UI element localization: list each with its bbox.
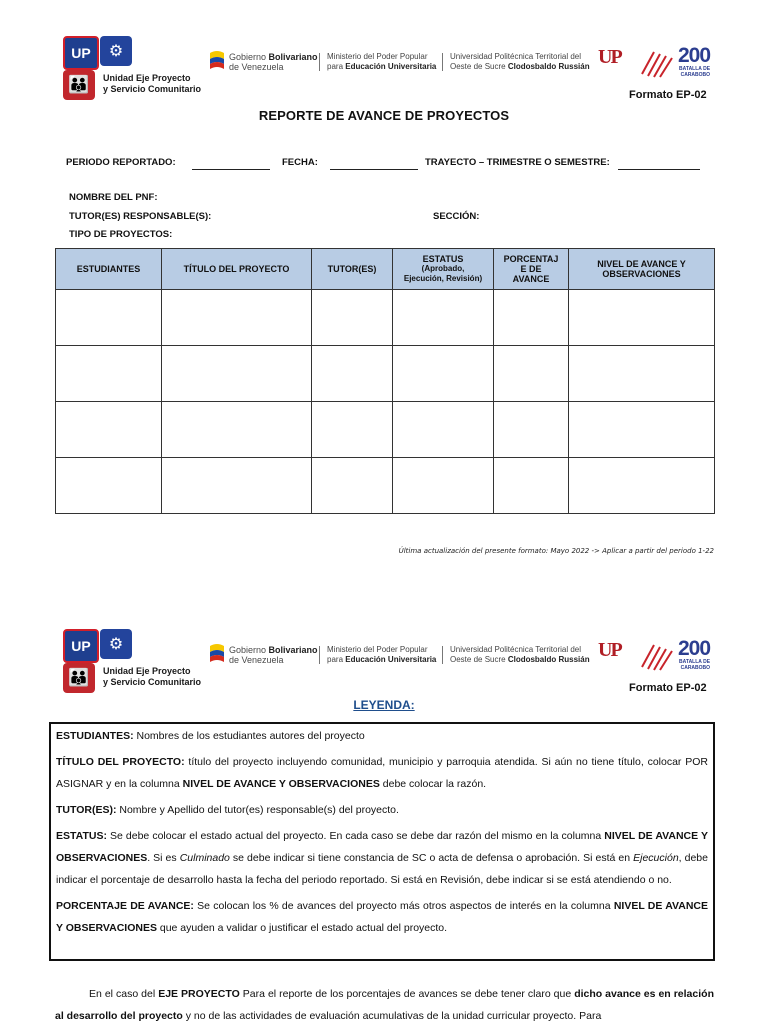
seccion-label: SECCIÓN: [433,211,480,222]
venezuela-flag-icon [208,642,226,664]
table-row [56,290,715,346]
fecha-input[interactable] [330,169,418,170]
tutores-label: TUTOR(ES) RESPONSABLE(S): [69,211,212,222]
periodo-input[interactable] [192,169,270,170]
venezuela-flag-icon [208,49,226,71]
table-cell[interactable] [569,346,715,402]
legend-titulo: TÍTULO DEL PROYECTO: título del proyecto incluyendo comunidad, municipio y parroquia atendida. Si aún no tiene título, colocar POR ASIGNAR y en la columna NIVEL DE AVANCE Y OBSERVACIONES debe colocar la razón. [56,756,708,790]
table-cell[interactable] [162,402,312,458]
uptos-logo: UP [598,639,621,661]
people-icon: 👪 [63,663,95,693]
bicentenario-logo: 200 BATALLA DE CARABOBO [678,637,711,671]
table-row [56,458,715,514]
gobierno-text: Gobierno Bolivariano de Venezuela [229,645,318,665]
table-row [56,402,715,458]
people-icon: 👪 [63,70,95,100]
table-cell[interactable] [162,290,312,346]
table-cell[interactable] [162,346,312,402]
table-header-row [56,249,715,290]
col-nivel: NIVEL DE AVANCE Y OBSERVACIONES [569,249,715,290]
gobierno-text: Gobierno Bolivariano de Venezuela [229,52,318,72]
head-gears-icon: ⚙ [100,36,132,66]
head-gears-icon: ⚙ [100,629,132,659]
trayecto-label: TRAYECTO – TRIMESTRE O SEMESTRE: [425,157,610,168]
col-porcentaje: PORCENTAJ E DE AVANCE [494,249,569,290]
table-cell[interactable] [56,290,162,346]
separator [442,646,443,664]
legend-tutor: TUTOR(ES): Nombre y Apellido del tutor(es) responsable(s) del proyecto. [56,804,399,816]
legend-porcentaje: PORCENTAJE DE AVANCE: Se colocan los % de avances del proyecto más otros aspectos de interés en la columna NIVEL DE AVANCE Y OBSERVACIONES que ayuden a validar o justificar el estado actual del proyecto. [56,900,708,934]
bicentenario-stripes-icon [640,639,678,671]
eje-proyecto-paragraph: En el caso del EJE PROYECTO Para el reporte de los porcentajes de avances se debe tener claro que dicho avance es en relación al desarrollo del proyecto y no de las actividades de evaluación acumulativas de la unidad curricular proyecto. Para [55,988,714,1022]
separator [319,646,320,664]
up-logo: UP [63,629,99,663]
legend-box [49,722,715,961]
up-logo: UP [63,36,99,70]
table-cell[interactable] [56,346,162,402]
fecha-label: FECHA: [282,157,318,168]
table-row [56,346,715,402]
table-cell[interactable] [312,458,393,514]
separator [319,53,320,71]
table-cell[interactable] [56,458,162,514]
pnf-label: NOMBRE DEL PNF: [69,192,158,203]
bicentenario-logo: 200 BATALLA DE CARABOBO [678,44,711,78]
table-cell[interactable] [494,402,569,458]
col-tutores: TUTOR(ES) [312,249,393,290]
legend-estudiantes: ESTUDIANTES: Nombres de los estudiantes autores del proyecto [56,730,365,742]
universidad-text: Universidad Politécnica Territorial del Oeste de Sucre Clodosbaldo Russián [450,645,590,664]
table-cell[interactable] [393,346,494,402]
table-cell[interactable] [162,458,312,514]
table-cell[interactable] [494,346,569,402]
table-cell[interactable] [312,346,393,402]
table-cell[interactable] [494,458,569,514]
legend-title: LEYENDA: [353,698,415,712]
col-estudiantes: ESTUDIANTES [56,249,162,290]
report-table [55,248,715,514]
report-title: REPORTE DE AVANCE DE PROYECTOS [258,108,510,123]
table-cell[interactable] [569,458,715,514]
table-cell[interactable] [312,402,393,458]
page1-header [0,34,768,114]
table-cell[interactable] [393,458,494,514]
table-cell[interactable] [312,290,393,346]
separator [442,53,443,71]
update-footnote: Última actualización del presente formato: Mayo 2022 -> Aplicar a partir del periodo 1-22 [398,547,714,555]
ministerio-text: Ministerio del Poder Popular para Educación Universitaria [327,645,437,664]
formato-code: Formato EP-02 [629,682,707,694]
col-titulo: TÍTULO DEL PROYECTO [162,249,312,290]
universidad-text: Universidad Politécnica Territorial del Oeste de Sucre Clodosbaldo Russián [450,52,590,71]
formato-code: Formato EP-02 [629,89,707,101]
tipo-label: TIPO DE PROYECTOS: [69,229,173,240]
page2-header [0,627,768,707]
unit-name: Unidad Eje Proyecto y Servicio Comunitario [103,666,202,687]
bicentenario-stripes-icon [640,46,678,78]
table-cell[interactable] [494,290,569,346]
legend-estatus: ESTATUS: Se debe colocar el estado actual del proyecto. En cada caso se debe dar razón del mismo en la columna NIVEL DE AVANCE Y OBSERVACIONES. Si es Culminado se debe indicar si tiene constancia de SC o acta de defensa o aprobación. Si está en Ejecución, debe indicar el porcentaje de desarrollo hasta la fecha del periodo reportado. Si está en Revisión, debe indicar si se está atendiendo o no. [56,830,708,886]
unit-name: Unidad Eje Proyecto y Servicio Comunitario [103,73,202,94]
col-estatus: ESTATUS (Aprobado, Ejecución, Revisión) [393,249,494,290]
trayecto-input[interactable] [618,169,700,170]
table-cell[interactable] [56,402,162,458]
periodo-label: PERIODO REPORTADO: [66,157,176,168]
uptos-logo: UP [598,46,621,68]
ministerio-text: Ministerio del Poder Popular para Educación Universitaria [327,52,437,71]
table-cell[interactable] [569,290,715,346]
table-cell[interactable] [569,402,715,458]
table-cell[interactable] [393,402,494,458]
table-cell[interactable] [393,290,494,346]
